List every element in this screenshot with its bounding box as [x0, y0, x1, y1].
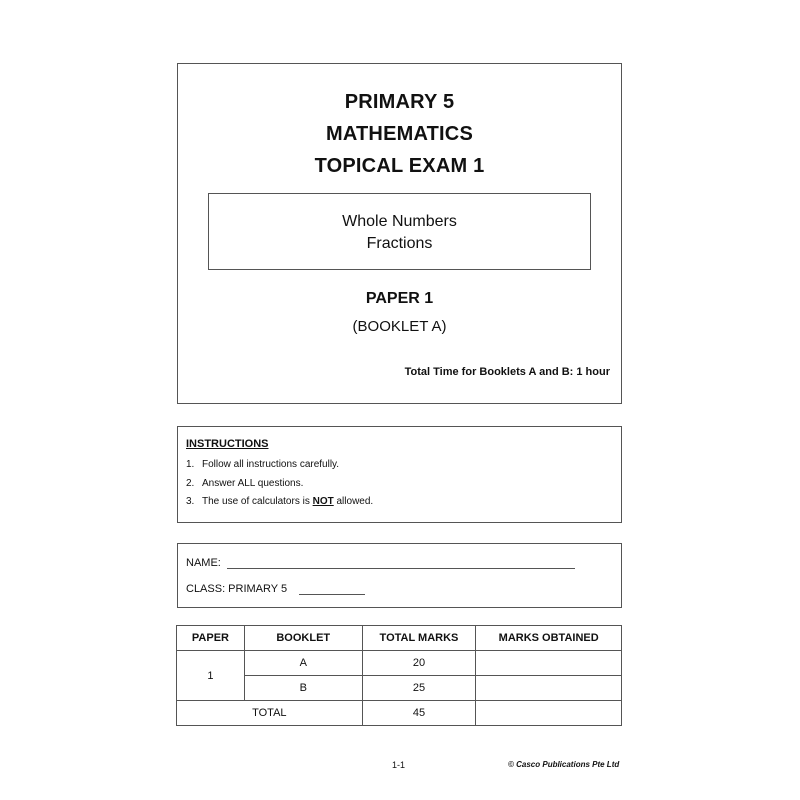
title-exam: TOPICAL EXAM 1	[314, 155, 485, 177]
instruction-text: Answer ALL questions.	[202, 478, 304, 489]
instruction-emphasis: NOT	[312, 496, 334, 507]
topic-fractions: Fractions	[366, 235, 433, 252]
instruction-text: Follow all instructions carefully.	[202, 459, 340, 470]
copyright-notice: © Casco Publications Pte Ltd	[508, 760, 620, 769]
booklet-label: (BOOKLET A)	[352, 318, 447, 335]
instruction-text: allowed.	[333, 496, 374, 507]
instruction-text: The use of calculators is	[202, 496, 313, 507]
name-field[interactable]	[227, 568, 575, 569]
topic-whole-numbers: Whole Numbers	[342, 213, 457, 230]
instruction-number: 3.	[186, 496, 195, 507]
marks-table	[176, 625, 622, 726]
header-marks-obtained: MARKS OBTAINED	[476, 626, 622, 651]
title-primary: PRIMARY 5	[344, 91, 455, 113]
total-marks-cell: 25	[362, 676, 476, 701]
instruction-number: 2.	[186, 478, 195, 489]
header-total-marks: TOTAL MARKS	[362, 626, 476, 651]
total-value-cell: 45	[362, 701, 476, 726]
table-header-row	[177, 626, 622, 651]
instruction-item	[186, 459, 339, 470]
page-number: 1-1	[392, 760, 406, 770]
instruction-item	[186, 478, 303, 489]
instruction-item	[186, 496, 373, 507]
total-marks-cell: 20	[362, 651, 476, 676]
instruction-number: 1.	[186, 459, 195, 470]
class-label: CLASS: PRIMARY 5	[186, 583, 288, 595]
header-paper: PAPER	[177, 626, 245, 651]
total-time: Total Time for Booklets A and B: 1 hour	[404, 366, 610, 378]
header-booklet: BOOKLET	[244, 626, 362, 651]
instructions-heading: INSTRUCTIONS	[186, 438, 269, 450]
marks-obtained-cell[interactable]	[476, 676, 622, 701]
class-field[interactable]	[299, 594, 365, 595]
student-details-box	[177, 543, 622, 608]
title-subject: MATHEMATICS	[326, 123, 473, 145]
booklet-cell: A	[244, 651, 362, 676]
name-label: NAME:	[186, 557, 221, 569]
title-box	[177, 63, 622, 404]
marks-obtained-cell[interactable]	[476, 651, 622, 676]
total-obtained-cell[interactable]	[476, 701, 622, 726]
paper-number-cell: 1	[177, 651, 245, 701]
paper-label: PAPER 1	[365, 290, 434, 307]
booklet-cell: B	[244, 676, 362, 701]
table-row	[177, 651, 622, 676]
topics-box	[208, 193, 591, 270]
table-total-row	[177, 701, 622, 726]
instructions-box	[177, 426, 622, 523]
total-label-cell: TOTAL	[177, 701, 363, 726]
